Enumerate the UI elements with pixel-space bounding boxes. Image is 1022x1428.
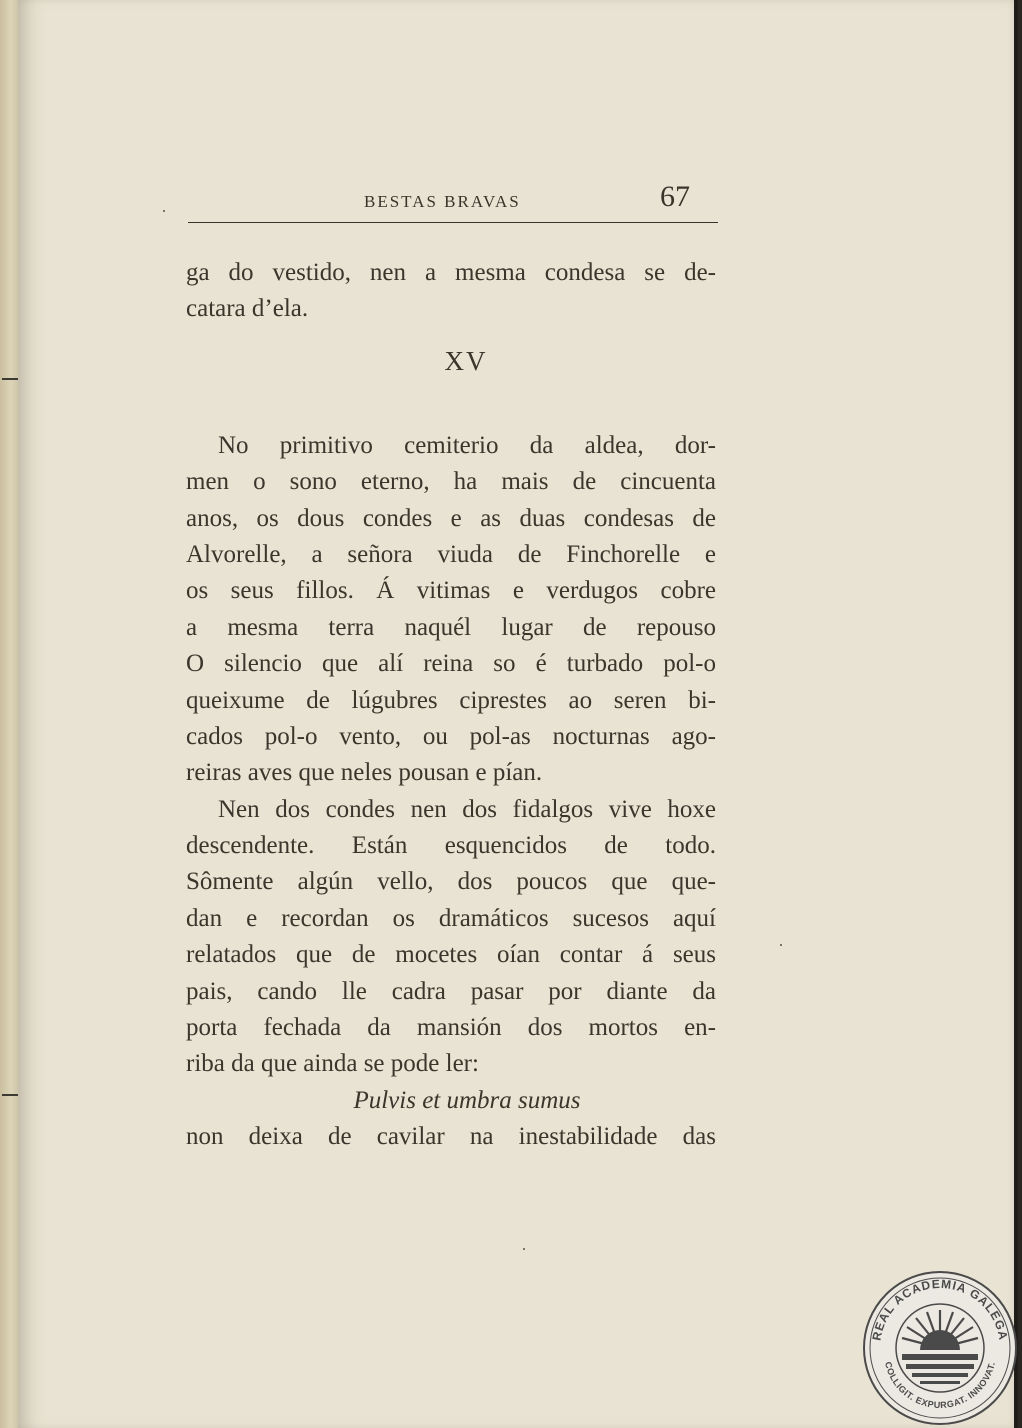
text-line: cados pol-o vento, ou pol-as nocturnas ago-	[186, 722, 716, 750]
text-line: pais, cando lle cadra pasar por diante da	[186, 977, 716, 1005]
text-line: ga do vestido, nen a mesma condesa se de-	[186, 259, 716, 286]
paper-speck	[523, 1248, 525, 1250]
text-line: anos, os dous condes e as duas condesas de	[186, 504, 716, 532]
text-line: porta fechada da mansión dos mortos en-	[186, 1014, 716, 1042]
text-line: a mesma terra naquél lugar de repouso	[186, 613, 716, 641]
paper-speck	[780, 944, 782, 946]
page-number: 67	[660, 180, 690, 213]
text-line: reiras aves que neles pousan e pían.	[186, 759, 543, 787]
stamp-text-bottom: COLLIGIT. EXPURGAT. INNOVAT.	[882, 1360, 997, 1411]
text-line: non deixa de cavilar na inestabilidade das	[186, 1123, 716, 1151]
text-line: catara d’ela.	[186, 295, 309, 323]
binding-strip	[0, 0, 18, 1428]
running-title: BESTAS BRAVAS	[364, 192, 521, 211]
text-line: Nen dos condes nen dos fidalgos vive hoxe	[218, 795, 716, 823]
stamp-text-top: REAL ACADEMIA GALEGA	[869, 1276, 1011, 1342]
text-line: O silencio que alí reina so é turbado pol-o	[186, 650, 716, 678]
text-line: men o sono eterno, ha mais de cincuenta	[186, 468, 716, 496]
text-line: relatados que de mocetes oían contar á seus	[186, 941, 716, 969]
paper-speck	[163, 210, 165, 212]
binding-mark	[2, 1094, 18, 1096]
epigraph: Pulvis et umbra sumus	[353, 1086, 581, 1114]
text-line: os seus fillos. Á vitimas e verdugos cobre	[186, 577, 716, 605]
section-heading: XV	[444, 345, 488, 376]
text-line: descendente. Están esquencidos de todo.	[186, 832, 716, 860]
body-text	[186, 255, 716, 1156]
text-line: Alvorelle, a señora viuda de Finchorelle e	[186, 540, 716, 568]
text-line: Sômente algún vello, dos poucos que que-	[186, 868, 716, 896]
page-edge-shadow	[1014, 0, 1018, 1428]
running-header	[188, 180, 718, 223]
book-page	[18, 0, 1018, 1428]
text-line: queixume de lúgubres ciprestes ao seren bi-	[186, 686, 716, 714]
text-line: riba da que ainda se pode ler:	[186, 1050, 479, 1078]
text-line: dan e recordan os dramáticos sucesos aquí	[186, 904, 716, 932]
library-stamp-seal	[862, 1270, 1018, 1426]
text-line: No primitivo cemiterio da aldea, dor-	[218, 431, 716, 459]
binding-mark	[2, 378, 18, 380]
